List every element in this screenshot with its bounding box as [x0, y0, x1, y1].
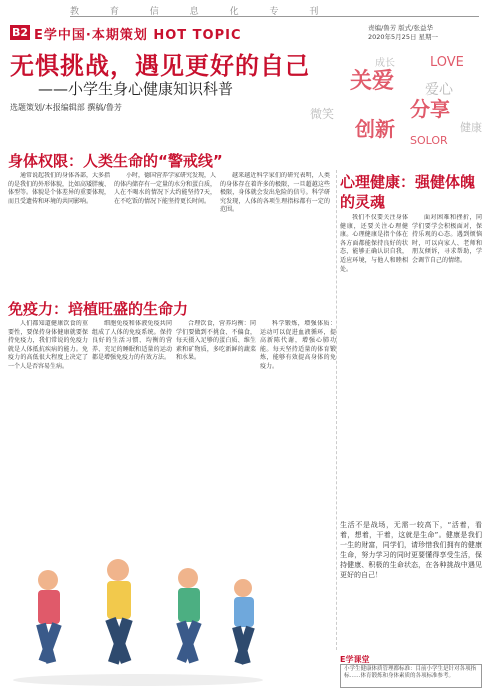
byline: 选题策划/本报编辑部 撰稿/鲁芳 — [10, 103, 122, 112]
section-title: E学中国·本期策划 HOT TOPIC — [34, 28, 242, 43]
article-column — [412, 214, 482, 514]
runner-figure — [105, 559, 132, 665]
masthead-tags — [0, 0, 487, 20]
heading-mental-health: 心理健康：强健体魄的灵魂 — [340, 173, 476, 211]
cloud-word: 微笑 — [310, 107, 335, 121]
article-paragraph: 合理饮食，营养均衡：同学们要做到不挑食、不偏食，每天摄入足够的蛋白质、维生素和矿物质，多吃新鲜的蔬菜和水果。 — [176, 320, 256, 362]
heading-immunity: 免疫力：培植旺盛的生命力 — [8, 300, 189, 318]
edition-info — [368, 24, 438, 42]
masthead-tag: 专 — [269, 7, 293, 17]
running-children-illustration — [8, 540, 268, 690]
article-paragraph: 小时，德国营养学家研究发现，人的体内储存有一定量的水分和蛋白质，人在不喝水的情况下大约能坚持7天，在不吃饭的情况下能坚持更长时间。 — [114, 172, 216, 205]
cloud-word: 关爱 — [350, 69, 395, 94]
closing-paragraph: 生活不是战场，无需一较高下，“活着，看着，想着，干着，这就是生命”。健康是我们一生的财富，同学们，请珍惜我们拥有的健康生命，努力学习的同时更要懂得享受生活，保持健康、积极的生命状态，在各种挑战中遇见更好的自己！ — [340, 521, 482, 579]
page-header — [0, 22, 487, 42]
article-column — [8, 172, 110, 292]
runner-figure — [176, 568, 201, 663]
article-column — [220, 172, 330, 312]
word-cloud-image — [300, 46, 485, 149]
article-paragraph: 越来越近科学家们的研究表明，人类的身体存在着许多的极限，一旦超越这些极限，身体就会发出危险的信号。科学研究发现，人体的各项生理指标都有一定的范围。 — [220, 172, 330, 214]
masthead-tag: 化 — [229, 7, 253, 17]
column-divider — [336, 170, 337, 650]
article-column — [92, 320, 172, 535]
article-paragraph: 面对困难和挫折，同学们要学会积极面对，保持乐观的心态。遇到烦恼时，可以向家人、老师和朋友倾诉，寻求帮助，学会调节自己的情绪。 — [412, 214, 482, 264]
article-column — [176, 320, 256, 520]
page-title: 无惧挑战，遇见更好的自己 — [10, 52, 310, 80]
cloud-word: 创新 — [355, 117, 395, 141]
edition-line-1: 责编/鲁芳 版式/张益华 — [368, 24, 433, 32]
edition-line-2: 2020年5月25日 星期一 — [368, 33, 439, 41]
masthead-tag: 育 — [109, 7, 133, 17]
cloud-word: 爱心 — [425, 82, 453, 98]
article-paragraph: 通常说起我们的身体各部，大多指的是我们的外形体貌，比如高矮胖瘦、体型等。体貌是个体差异的重要体现，而且受遗传和环境的共同影响。 — [8, 172, 110, 205]
article-column — [8, 320, 88, 540]
heading-body-limits: 身体权限：人类生命的“警戒线” — [8, 152, 223, 170]
masthead-tag: 教 — [70, 7, 94, 17]
masthead-rule — [70, 16, 479, 17]
article-column — [340, 214, 408, 514]
cloud-word: SOLOR — [410, 134, 448, 147]
footer-note: 小学生健康体质管理都标准：目前小学生是针对各项指标……体育锻炼和身体素质的各项标准参考。 — [340, 664, 482, 688]
page-number: B2 — [12, 26, 29, 39]
cloud-word: 分享 — [410, 97, 450, 121]
cloud-word: LOVE — [430, 55, 464, 70]
article-column — [260, 320, 336, 575]
masthead-tag: 息 — [189, 7, 213, 17]
footer-tag: E学课堂 — [340, 655, 370, 664]
runner-figure — [36, 570, 62, 664]
banner — [0, 44, 487, 149]
cloud-word: 健康 — [460, 121, 482, 134]
article-paragraph: 细胞免疫和体液免疫共同组成了人体的免疫系统。保持良好的生活习惯、均衡的营养、充足的睡眠和适量的运动都是增强免疫力的有效方法。 — [92, 320, 172, 362]
cloud-word: 成长 — [375, 58, 395, 69]
runner-figure — [232, 579, 255, 665]
article-paragraph: 人们都知道健康饮食的重要性，要保持身体健康就要保持免疫力，我们常说的免疫力就是人体抵抗疾病的能力。免疫力的高低很大程度上决定了一个人是否容易生病。 — [8, 320, 88, 370]
masthead-tag: 刊 — [309, 7, 333, 17]
article-paragraph: 科学锻炼，增强体质：运动可以促进血液循环，提高新陈代谢，增强心肺功能。每天坚持适量的体育锻炼，能够有效提高身体的免疫力。 — [260, 320, 336, 370]
masthead-tag: 信 — [149, 7, 173, 17]
article-column — [114, 172, 216, 292]
page-subtitle: ——小学生身心健康知识科普 — [38, 80, 234, 98]
article-paragraph: 我们不仅要关注身体健康，还要关注心理健康。心理健康是指个体在各方面都能保持良好的状态，能够正确认识自我，适应环境，与他人和睦相处。 — [340, 214, 408, 273]
